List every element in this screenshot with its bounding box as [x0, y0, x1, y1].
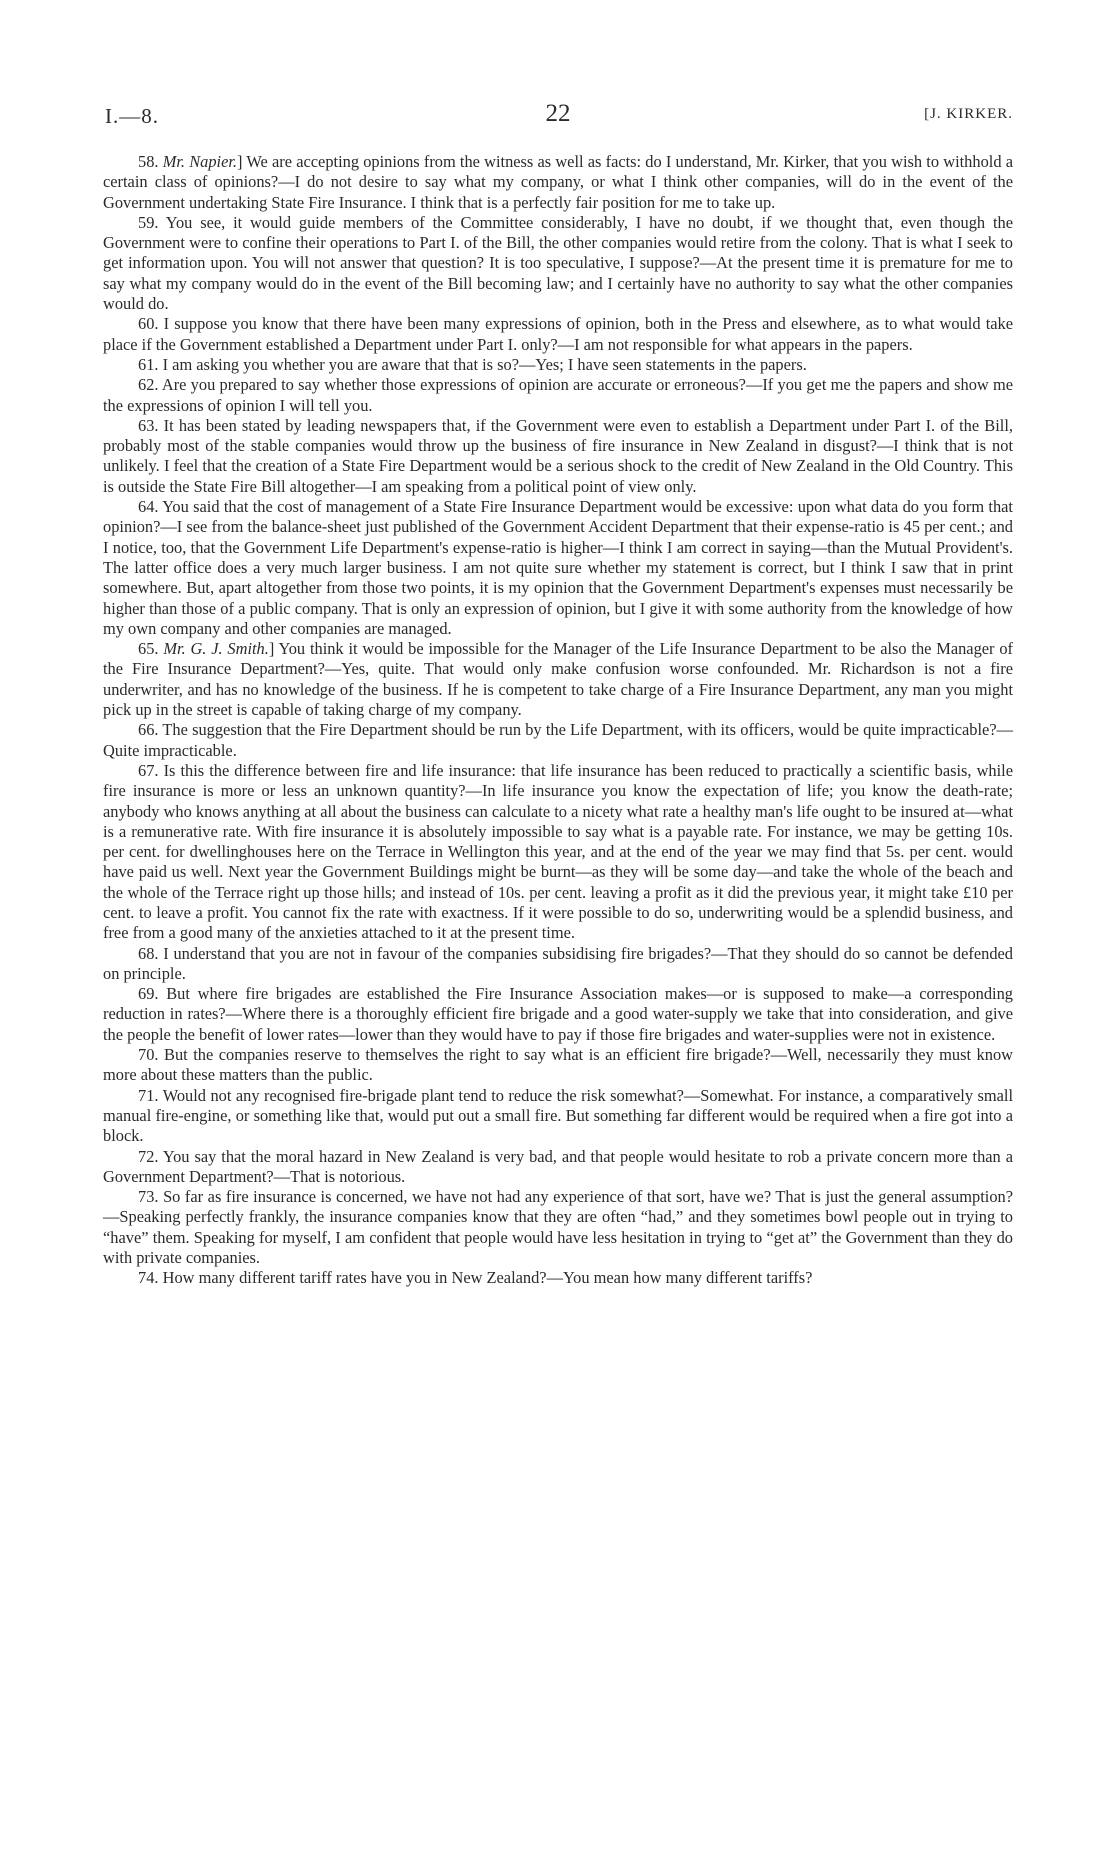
- page-number: 22: [545, 100, 571, 127]
- question-paragraph: [103, 984, 1013, 1045]
- question-paragraph: [103, 314, 1013, 355]
- question-text: Is this the difference between fire and life insurance: that life insurance has been reduced to practically a scientific basis, while fire insurance is more or less an unknown quantity?—In life insurance you know the expectation of life; you know the death-rate; anybody who knows anything at all about the business can calculate to a nicety what rate a healthy man's life ought to be insured at—what is a remunerative rate. With fire insurance it is absolutely impossible to say what is a payable rate. For instance, we may be getting 10s. per cent. for dwellinghouses here on the Terrace in Wellington this year, and at the end of the year we may find that 5s. per cent. would have paid us well. Next year the Government Buildings might be burnt—as they will be some day—and take the whole of the beach and the whole of the Terrace right up those hills; and instead of 10s. per cent. leaving a profit as it did the previous year, it might take £10 per cent. to leave a profit. You cannot fix the rate with exactness. If it were possible to do so, underwriting would be a splendid business, and free from a good many of the anxieties attached to it at the present time.: [103, 760, 1013, 943]
- question-paragraph: [103, 1045, 1013, 1086]
- question-text: Are you prepared to say whether those expressions of opinion are accurate or erroneous?—If you get me the papers and show me the expressions of opinion I will tell you.: [103, 375, 1014, 415]
- question-text: Would not any recognised fire-brigade plant tend to reduce the risk somewhat?—Somewhat. For instance, a comparatively small manual fire-engine, or something like that, would put out a small fire. But something far different would be required when a fire got into a block.: [103, 1085, 1013, 1146]
- question-text: So far as fire insurance is concerned, we have not had any experience of that sort, have we? That is just the general assumption?—Speaking perfectly frankly, the insurance companies know that they are often “had,” and they sometimes bowl people out in trying to “have” them. Speaking for myself, I am confident that people would have less hesitation in trying to “get at” the Government than they do with private companies.: [103, 1187, 1013, 1268]
- question-number: 63.: [138, 415, 159, 435]
- question-text: The suggestion that the Fire Department should be run by the Life Department, with its officers, would be quite impracticable?—Quite impracticable.: [103, 720, 1013, 760]
- question-text: You said that the cost of management of a State Fire Insurance Department would be excessive: upon what data do you form that opinion?—I see from the balance-sheet just published of the Government Accident Department that their expense-ratio is 45 per cent.; and I notice, too, that the Government Life Department's expense-ratio is higher—I think I am correct in saying—than the Mutual Provident's. The latter office does a very much larger business. I am not quite sure whether my statement is correct, but I think I saw that in print somewhere. But, apart altogether from those two points, it is my opinion that the Government Department's expenses must necessarily be higher than those of a public company. That is only an expression of opinion, but I give it with some authority from the knowledge of how my own company and other companies are managed.: [103, 497, 1013, 638]
- question-paragraph: [103, 1086, 1013, 1147]
- paper-reference: I.—8.: [105, 104, 159, 128]
- question-text: You see, it would guide members of the Committee considerably, I have no doubt, if we thought that, even though the Government were to confine their operations to Part I. of the Bill, the other companies would retire from the colony. That is what I seek to get information upon. You will not answer that question? It is too speculative, I suppose?—At the present time it is premature for me to say what my company would do in the event of the Bill becoming law; and I certainly have no authority to say what the other companies would do.: [103, 212, 1013, 314]
- question-paragraph: [103, 944, 1013, 985]
- question-text: You think it would be impossible for the Manager of the Life Insurance Department to be also the Manager of the Fire Insurance Department?—Yes, quite. That would only make confusion worse confounded. Mr. Richardson is not a fire underwriter, and has no knowledge of the business. If he is competent to take charge of a Fire Insurance Department, any man you might pick up in the street is capable of taking charge of my company.: [103, 639, 1013, 720]
- page-header: [103, 100, 1013, 134]
- question-number: 60.: [138, 314, 159, 334]
- question-paragraph: [103, 355, 1013, 375]
- question-paragraph: [103, 761, 1013, 944]
- question-text: But where fire brigades are established the Fire Insurance Association makes—or is supposed to make—a corresponding reduction in rates?—Where there is a thoroughly efficient fire brigade and a good water-supply we take that into consideration, and give the people the benefit of lower rates—lower than they would have to pay if those fire brigades and water-supplies were not in existence.: [103, 984, 1013, 1044]
- question-text: I suppose you know that there have been many expressions of opinion, both in the Press and elsewhere, as to what would take place if the Government established a Department under Part I. only?—I am not responsible for what appears in the papers.: [103, 314, 1013, 354]
- question-number: 74.: [138, 1268, 159, 1288]
- evidence-body: [103, 152, 1013, 1289]
- question-paragraph: [103, 416, 1013, 497]
- question-number: 69.: [138, 984, 159, 1004]
- question-number: 73.: [138, 1187, 159, 1207]
- question-text: We are accepting opinions from the witness as well as facts: do I understand, Mr. Kirker, that you wish to withhold a certain class of opinions?—I do not desire to say what my company, or what I think other companies, will do in the event of the Government undertaking State Fire Insurance. I think that is a perfectly fair position for me to take up.: [103, 152, 1013, 212]
- witness-name: [J. KIRKER.: [924, 106, 1013, 122]
- question-paragraph: [103, 720, 1013, 761]
- question-text: How many different tariff rates have you in New Zealand?—You mean how many different tariffs?: [162, 1268, 813, 1288]
- question-number: 62.: [138, 375, 159, 395]
- question-text: You say that the moral hazard in New Zealand is very bad, and that people would hesitate to rob a private concern more than a Government Department?—That is notorious.: [103, 1146, 1013, 1186]
- question-number: 64.: [138, 497, 159, 517]
- question-paragraph: [103, 1268, 1013, 1288]
- question-number: 71.: [138, 1085, 159, 1105]
- question-number: 65.: [138, 639, 159, 659]
- question-paragraph: [103, 1147, 1013, 1188]
- question-paragraph: 58. Mr. Napier.] We are accepting opinions from the witness as well as facts: do I understand, Mr. Kirker, that you wish to withhold a certain class of opinions?—I do not desire to say what my company, or what I think other companies, will do in the event of the Government undertaking State Fire Insurance. I think that is a perfectly fair position for me to take up.: [103, 152, 1013, 212]
- question-paragraph: [103, 375, 1013, 416]
- question-text: But the companies reserve to themselves the right to say what is an efficient fire brigade?—Well, necessarily they must know more about these matters than the public.: [103, 1045, 1013, 1085]
- question-number: 59.: [138, 212, 159, 232]
- question-paragraph: [103, 1187, 1013, 1268]
- question-paragraph: [103, 497, 1013, 639]
- question-text: It has been stated by leading newspapers that, if the Government were even to establish a Department under Part I. of the Bill, probably most of the stable companies would throw up the business of fire insurance in New Zealand in disgust?—I think that is not unlikely. I feel that the creation of a State Fire Department would be a serious shock to the credit of New Zealand in the Old Country. This is outside the State Fire Bill altogether—I am speaking from a political point of view only.: [103, 415, 1013, 496]
- question-paragraph: 65. Mr. G. J. Smith.] You think it would be impossible for the Manager of the Life Insurance Department to be also the Manager of the Fire Insurance Department?—Yes, quite. That would only make confusion worse confounded. Mr. Richardson is not a fire underwriter, and has no knowledge of the business. If he is competent to take charge of a Fire Insurance Department, any man you might pick up in the street is capable of taking charge of my company.: [103, 639, 1013, 720]
- speaker-name: Mr. Napier.: [162, 152, 238, 171]
- question-number: 70.: [138, 1045, 159, 1065]
- question-text: I am asking you whether you are aware that that is so?—Yes; I have seen statements in the papers.: [162, 354, 807, 374]
- speaker-name: Mr. G. J. Smith.: [163, 639, 269, 659]
- question-number: 68.: [138, 943, 159, 963]
- question-text: I understand that you are not in favour of the companies subsidising fire brigades?—That they should do so cannot be defended on principle.: [103, 943, 1013, 983]
- question-number: 66.: [138, 720, 159, 740]
- question-number: 61.: [138, 354, 159, 374]
- question-number: 58.: [138, 152, 159, 171]
- document-page: [103, 100, 1013, 1289]
- question-number: 67.: [138, 760, 159, 780]
- question-paragraph: [103, 213, 1013, 314]
- question-number: 72.: [138, 1146, 159, 1166]
